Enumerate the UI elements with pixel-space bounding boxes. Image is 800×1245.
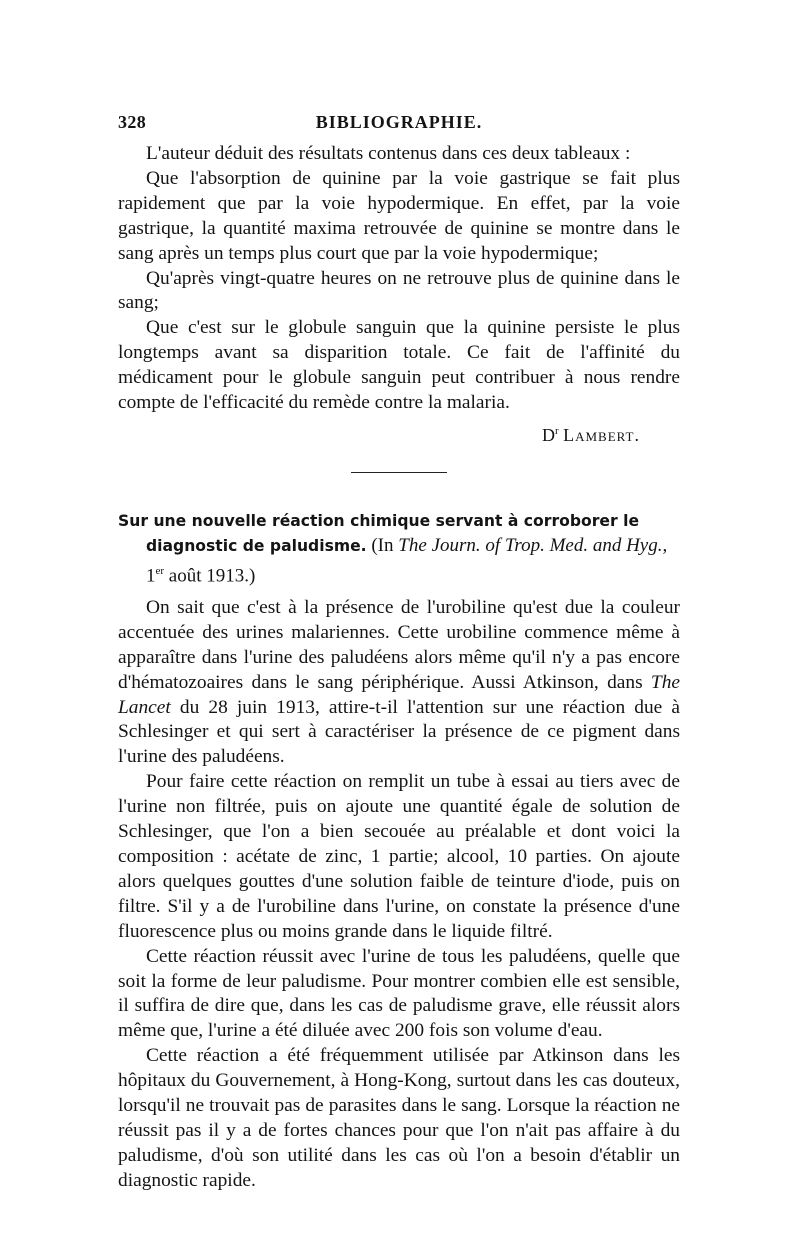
article-title: Sur une nouvelle réaction chimique servant à corroborer le diagnostic de paludisme. [118,511,640,555]
review-paragraph-3: Qu'après vingt-quatre heures on ne retrouve plus de quinine dans le sang; [118,267,680,314]
review-section [118,142,680,448]
review-paragraph-4: Que c'est sur le globule sanguin que la quinine persiste le plus longtemps avant sa disparition totale. Ce fait de l'affinité du médicament pour le globule sanguin peut contribuer à nous rendre compte de l'efficacité du remède contre la malaria. [118,317,680,414]
page-number: 328 [118,112,147,132]
review-paragraph-2: Que l'absorption de quinine par la voie gastrique se fait plus rapidement que par la voie hypodermique. En effet, par la voie gastrique, la quantité maxima retrouvée de quinine se montre dans le sang après un temps plus court que par la voie hypodermique; [118,167,680,264]
article-paragraph-3: Cette réaction réussit avec l'urine de tous les paludéens, quelle que soit la forme de leur paludisme. Pour montrer combien elle est sensible, il suffira de dire que, dans les cas de paludisme grave, elle réussit alors même que, l'urine a été diluée avec 200 fois son volume d'eau. [118,945,680,1042]
article-paragraph-4: Cette réaction a été fréquemment utilisée par Atkinson dans les hôpitaux du Gouvernement, à Hong-Kong, surtout dans les cas douteux, lorsqu'il ne trouvait pas de parasites dans le sang. Lorsque la réaction ne réussit pas il y a de fortes chances pour que l'on n'ait pas affaire à du paludisme, d'où son utilité dans les cas où l'on a besoin d'établir un diagnostic rapide. [118,1045,680,1191]
section-divider [351,472,447,473]
article-heading [118,509,680,589]
article-paragraph-1 [118,596,680,770]
review-paragraph-1: L'auteur déduit des résultats contenus dans ces deux tableaux : [146,143,631,164]
running-title: BIBLIOGRAPHIE. [315,112,483,132]
reference-open: (In [366,534,399,556]
reference-ordinal: er [155,564,165,577]
signature-title-letter: D [541,424,555,445]
journal-name: The Journ. of Trop. Med. and Hyg. [398,534,663,556]
article-body [118,596,680,1194]
reference-date: août 1913.) [164,565,256,587]
reviewer-signature [118,419,680,448]
article-paragraph-2: Pour faire cette réaction on remplit un tube à essai au tiers avec de l'urine non filtrée, puis on ajoute une quantité égale de solution de Schlesinger, que l'on a bien secouée au préalable et dont voici la composition : acétate de zinc, 1 partie; alcool, 10 parties. On ajoute alors quelques gouttes d'une solution faible de teinture d'iode, puis on filtre. S'il y a de l'urobiline dans l'urine, on constate la présence d'une fluorescence plus ou moins grande dans le liquide filtré. [118,771,680,942]
signature-title-sup: r [554,424,559,437]
lancet-citation: The Lancet [118,671,680,718]
book-page [118,112,680,1194]
signature-title [542,425,559,445]
running-head [118,112,680,142]
paragraph-1-text-b: du 28 juin 1913, attire-t-il l'attention sur une réaction due à Schlesinger et qui sert à caractériser la présence de ce pigment dans l'urine des paludéens. [118,696,680,768]
signature-name: Lambert. [563,424,640,445]
paragraph-1-text-a: On sait que c'est à la présence de l'urobiline qu'est due la couleur accentuée des urines malariennes. Cette urobiline commence même à apparaître dans l'urine des paludéens alors même qu'il n'y a pas encore d'hématozoaires dans le sang périphérique. Aussi Atkinson, dans [118,596,680,693]
reference-separator: , 1 [146,534,668,587]
